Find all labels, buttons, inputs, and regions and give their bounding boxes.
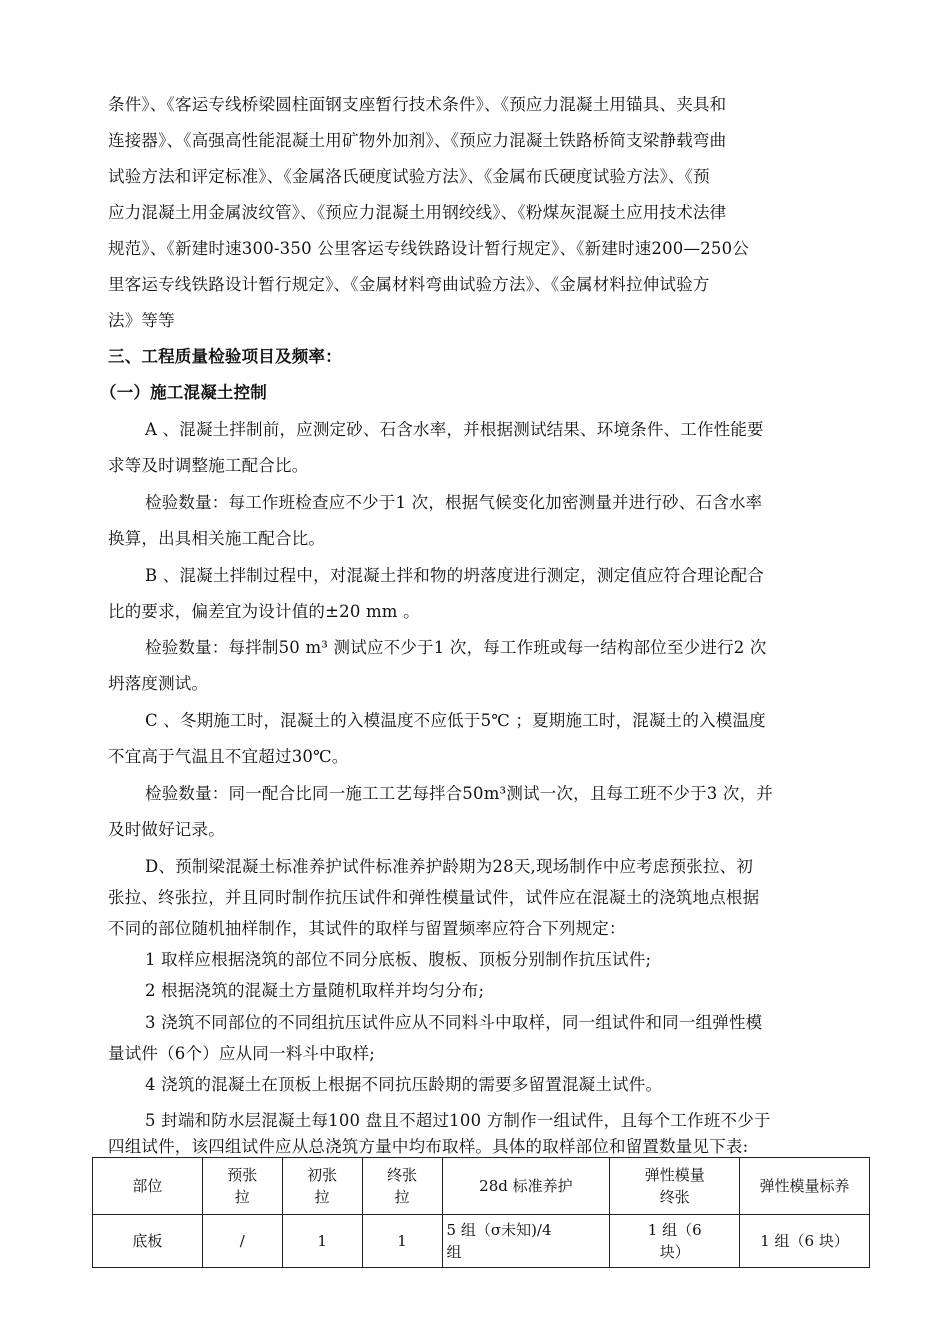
- paragraph-line: B 、混凝土拌制过程中，对混凝土拌和物的坍落度进行测定，测定值应符合理论配合: [145, 566, 764, 585]
- header-cell: 弹性模量标养: [740, 1158, 870, 1215]
- list-item: 2 根据浇筑的混凝土方量随机取样并均匀分布;: [145, 981, 485, 1000]
- table-cell: 1: [362, 1215, 442, 1268]
- list-item: 5 封端和防水层混凝土每100 盘且不超过100 方制作一组试件，且每个工作班不少于: [145, 1111, 771, 1130]
- header-cell: 终张 拉: [362, 1158, 442, 1215]
- list-item: 3 浇筑不同部位的不同组抗压试件应从不同料斗中取样，同一组试件和同一组弹性模: [145, 1013, 763, 1032]
- paragraph-line: 及时做好记录。: [108, 820, 225, 839]
- header-cell: 初张 拉: [282, 1158, 362, 1215]
- paragraph-line: 检验数量：每拌制50 m³ 测试应不少于1 次，每工作班或每一结构部位至少进行2 次: [145, 638, 767, 657]
- header-cell: 预张 拉: [202, 1158, 282, 1215]
- paragraph-line: 条件》、《客运专线桥梁圆柱面钢支座暂行技术条件》、《预应力混凝土用锚具、夹具和: [108, 95, 727, 114]
- paragraph-line: 试验方法和评定标准》、《金属洛氏硬度试验方法》、《金属布氏硬度试验方法》、《预: [108, 167, 710, 186]
- table-cell: 5 组（σ未知)/4 组: [442, 1215, 610, 1268]
- header-cell: 弹性模量 终张: [610, 1158, 740, 1215]
- list-item: 1 取样应根据浇筑的部位不同分底板、腹板、顶板分别制作抗压试件;: [145, 950, 652, 969]
- paragraph-line: 检验数量：每工作班检查应不少于1 次，根据气候变化加密测量并进行砂、石含水率: [145, 493, 763, 512]
- paragraph-line: C 、冬期施工时，混凝土的入模温度不应低于5℃ ；夏期施工时，混凝土的入模温度: [145, 711, 766, 730]
- section-heading: 三、工程质量检验项目及频率：: [108, 347, 342, 366]
- sampling-table: [92, 1157, 870, 1268]
- subsection-heading: （一）施工混凝土控制: [100, 383, 267, 402]
- table-cell: 底板: [93, 1215, 203, 1268]
- paragraph-line: 坍落度测试。: [108, 674, 209, 693]
- paragraph-line: 不同的部位随机抽样制作，其试件的取样与留置频率应符合下列规定：: [108, 919, 626, 938]
- paragraph-line: 连接器》、《高强高性能混凝土用矿物外加剂》、《预应力混凝土铁路桥简支梁静载弯曲: [108, 131, 727, 150]
- table-cell: 1: [282, 1215, 362, 1268]
- header-cell: 部位: [93, 1158, 203, 1215]
- paragraph-line: 检验数量：同一配合比同一施工工艺每拌合50m³测试一次，且每工班不少于3 次，并: [145, 784, 773, 803]
- header-cell: 28d 标准养护: [442, 1158, 610, 1215]
- table-row: [93, 1215, 870, 1268]
- paragraph-line: D、预制梁混凝土标准养护试件标准养护龄期为28天,现场制作中应考虑预张拉、初: [145, 857, 754, 876]
- paragraph-line: 求等及时调整施工配合比。: [108, 456, 309, 475]
- list-item-continuation: 量试件（6个）应从同一料斗中取样;: [108, 1044, 375, 1063]
- paragraph-line: 比的要求，偏差宜为设计值的±20 mm 。: [108, 602, 420, 621]
- paragraph-line: A 、混凝土拌制前，应测定砂、石含水率，并根据测试结果、环境条件、工作性能要: [145, 420, 764, 439]
- paragraph-line: 换算，出具相关施工配合比。: [108, 529, 326, 548]
- list-item: 4 浇筑的混凝土在顶板上根据不同抗压龄期的需要多留置混凝土试件。: [145, 1075, 663, 1094]
- paragraph-line: 规范》、《新建时速300-350 公里客运专线铁路设计暂行规定》、《新建时速200—250公: [108, 239, 749, 258]
- list-item-continuation: 四组试件，该四组试件应从总浇筑方量中均布取样。具体的取样部位和留置数量见下表:: [108, 1137, 749, 1156]
- paragraph-line: 里客运专线铁路设计暂行规定》、《金属材料弯曲试验方法》、《金属材料拉伸试验方: [108, 275, 710, 294]
- table-cell: /: [202, 1215, 282, 1268]
- paragraph-line: 张拉、终张拉，并且同时制作抗压试件和弹性模量试件，试件应在混凝土的浇筑地点根据: [108, 888, 760, 907]
- table-header-row: [93, 1158, 870, 1215]
- paragraph-line: 法》等等: [108, 311, 175, 330]
- paragraph-line: 不宜高于气温且不宜超过30℃。: [108, 747, 349, 766]
- paragraph-line: 应力混凝土用金属波纹管》、《预应力混凝土用钢绞线》、《粉煤灰混凝土应用技术法律: [108, 203, 727, 222]
- table-cell: 1 组（6 块）: [610, 1215, 740, 1268]
- table-cell: 1 组（6 块）: [740, 1215, 870, 1268]
